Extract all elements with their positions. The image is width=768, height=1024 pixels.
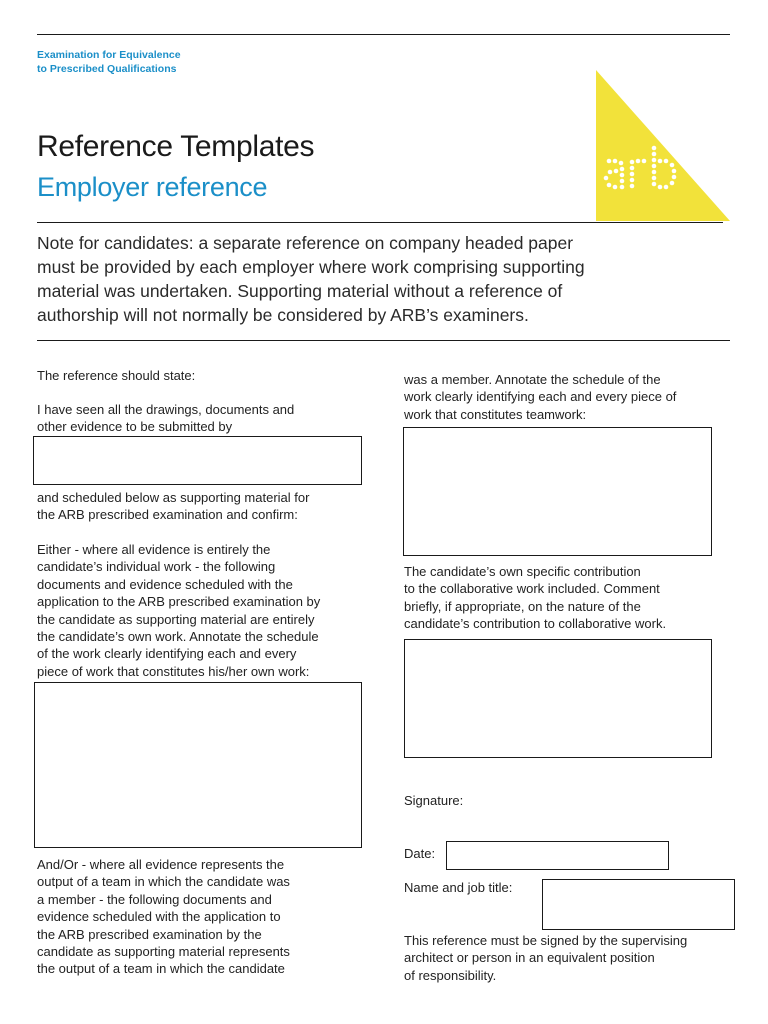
name-job-title-field[interactable]	[542, 879, 735, 930]
exam-heading-line2: to Prescribed Qualifications	[37, 63, 177, 75]
text-line: architect or person in an equivalent position	[404, 950, 655, 966]
text-line: work clearly identifying each and every piece of	[404, 389, 677, 405]
note-line: Note for candidates: a separate reference on company headed paper	[37, 233, 574, 253]
text-line: other evidence to be submitted by	[37, 419, 233, 435]
note-line: must be provided by each employer where work comprising supporting	[37, 257, 585, 277]
note-line: material was undertaken. Supporting material without a reference of	[37, 281, 563, 301]
contribution-field[interactable]	[404, 639, 712, 758]
own-work-schedule-field[interactable]	[34, 682, 362, 848]
text-line: candidate’s individual work - the following	[37, 559, 276, 575]
text-line: output of a team in which the candidate was	[37, 874, 290, 890]
text-line: And/Or - where all evidence represents the	[37, 857, 285, 872]
text-line: candidate as supporting material represents	[37, 944, 290, 960]
text-line: and scheduled below as supporting material for	[37, 490, 310, 505]
note-line: authorship will not normally be considered by ARB’s examiners.	[37, 305, 529, 325]
logo-triangle	[596, 70, 730, 221]
text-line: the ARB prescribed examination by the	[37, 926, 262, 942]
text-line: to the collaborative work included. Comment	[404, 581, 660, 597]
top-rule	[37, 34, 730, 35]
exam-heading	[37, 48, 181, 76]
arb-logo	[596, 70, 732, 222]
scheduled-statement	[37, 489, 309, 524]
page-title: Reference Templates	[37, 130, 315, 163]
text-line: the output of a team in which the candidate	[37, 961, 285, 977]
either-statement	[37, 541, 320, 680]
candidate-name-field[interactable]	[33, 436, 362, 485]
date-label: Date:	[404, 846, 436, 861]
reference-should-state: The reference should state:	[37, 368, 196, 383]
text-line: documents and evidence scheduled with the	[37, 576, 293, 592]
text-line: of the work clearly identifying each and every	[37, 646, 297, 662]
text-line: The candidate’s own specific contribution	[404, 564, 641, 579]
exam-heading-line1: Examination for Equivalence	[37, 49, 181, 61]
signature-label: Signature:	[404, 793, 464, 808]
date-field[interactable]	[446, 841, 669, 870]
text-line: was a member. Annotate the schedule of the	[404, 372, 661, 387]
text-line: application to the ARB prescribed examination by	[37, 594, 321, 610]
text-line: the candidate as supporting material are entirely	[37, 611, 315, 627]
teamwork-schedule-field[interactable]	[403, 427, 712, 556]
seen-statement	[37, 401, 294, 436]
text-line: evidence scheduled with the application to	[37, 909, 281, 925]
text-line: piece of work that constitutes his/her own work:	[37, 663, 310, 679]
name-job-title-label: Name and job title:	[404, 880, 513, 895]
text-line: a member - the following documents and	[37, 891, 272, 907]
text-line: Either - where all evidence is entirely the	[37, 542, 271, 557]
text-line: work that constitutes teamwork:	[404, 406, 587, 422]
text-line: the candidate’s own work. Annotate the schedule	[37, 629, 319, 645]
text-line: This reference must be signed by the supervising	[404, 933, 688, 948]
text-line: I have seen all the drawings, documents and	[37, 402, 295, 417]
member-statement	[404, 371, 676, 423]
title-rule	[37, 222, 723, 223]
signature-footer-note	[404, 932, 687, 984]
contribution-statement	[404, 563, 666, 633]
page-subtitle: Employer reference	[37, 172, 268, 202]
andor-statement	[37, 856, 290, 978]
candidate-note	[37, 231, 727, 327]
text-line: the ARB prescribed examination and confirm:	[37, 507, 298, 523]
note-rule	[37, 340, 730, 341]
text-line: candidate’s contribution to collaborative work.	[404, 616, 667, 632]
text-line: of responsibility.	[404, 967, 497, 983]
text-line: briefly, if appropriate, on the nature of the	[404, 598, 641, 614]
